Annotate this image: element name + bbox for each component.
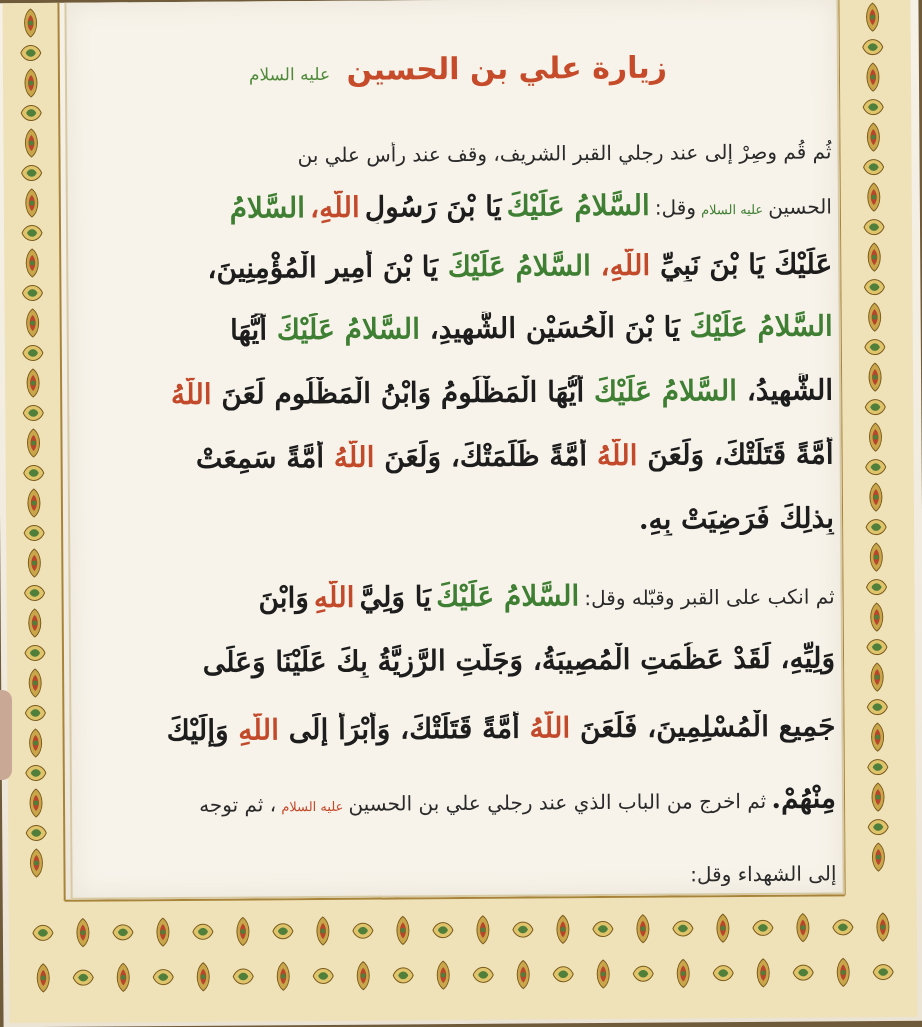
s1-line-6: أُمَّةً قَتَلَتْكَ، وَلَعَنَ اللَّهُ أُمَّةً ظَلَمَتْكَ، وَلَعَنَ اللَّهُ أُمَّةً سَمِعَتْ xyxy=(195,437,834,475)
s2-line-5: إلى الشهداء وقل: xyxy=(690,861,837,887)
page-title xyxy=(0,49,919,90)
s2-line-4: مِنْهُمْ. ثم اخرج من الباب الذي عند رجلي علي بن الحسين عليه السلام ، ثم توجه xyxy=(199,781,837,817)
s2-line-1: ثم انكب على القبر وقبّله وقل: السَّلامُ عَلَيْكَ يَا وَلِيَّ اللَّهِ وَابْنَ xyxy=(258,579,835,615)
s1-line-5: الشَّهِيدُ، السَّلامُ عَلَيْكَ أَيُّهَا الْمَظْلُومُ وَابْنُ الْمَظْلُوم لَعَنَ اللَّهُ xyxy=(170,373,834,412)
s1-line-2: الحسين عليه السلام وقل: السَّلامُ عَلَيْكَ يَا بْنَ رَسُولِ اللَّهِ، السَّلامُ xyxy=(229,188,832,225)
s1-line-1: ثُم قُم وصِرْ إلى عند رجلي القبر الشريف، وقف عند رأس علي بن xyxy=(297,139,832,168)
title-honorific: عليه السلام xyxy=(248,64,331,86)
honorific-mark: عليه السلام xyxy=(701,202,764,219)
s1-line-3: عَلَيْكَ يَا بْنَ نَبِيِّ اللَّهِ، السَّلامُ عَلَيْكَ يَا بْنَ أَمِيرِ الْمُؤْمِنِينَ، xyxy=(207,247,833,285)
s2-line-2: وَلِيِّهِ، لَقَدْ عَظُمَتِ الْمُصِيبَةُ، وَجَلَّتِ الرَّزِيَّةُ بِكَ عَلَيْنَا وَعَلَى xyxy=(202,641,836,679)
honorific-mark: عليه السلام xyxy=(281,799,344,816)
s1-line-4: السَّلامُ عَلَيْكَ يَا بْنَ الْحُسَيْنِ الشَّهِيدِ، السَّلامُ عَلَيْكَ أَيُّهَا xyxy=(229,309,833,347)
s2-line-3: جَمِيعِ الْمُسْلِمِينَ، فَلَعَنَ اللَّهُ أُمَّةً قَتَلَتْكَ، وَأَبْرَأُ إِلَى اللَّهِ وَإِلَيْكَ xyxy=(166,709,836,748)
s1-line-7: بِذلِكَ فَرَضِيَتْ بِهِ. xyxy=(638,501,835,536)
title-text: زيارة علي بن الحسين xyxy=(346,50,668,88)
finger-edge xyxy=(0,690,12,780)
